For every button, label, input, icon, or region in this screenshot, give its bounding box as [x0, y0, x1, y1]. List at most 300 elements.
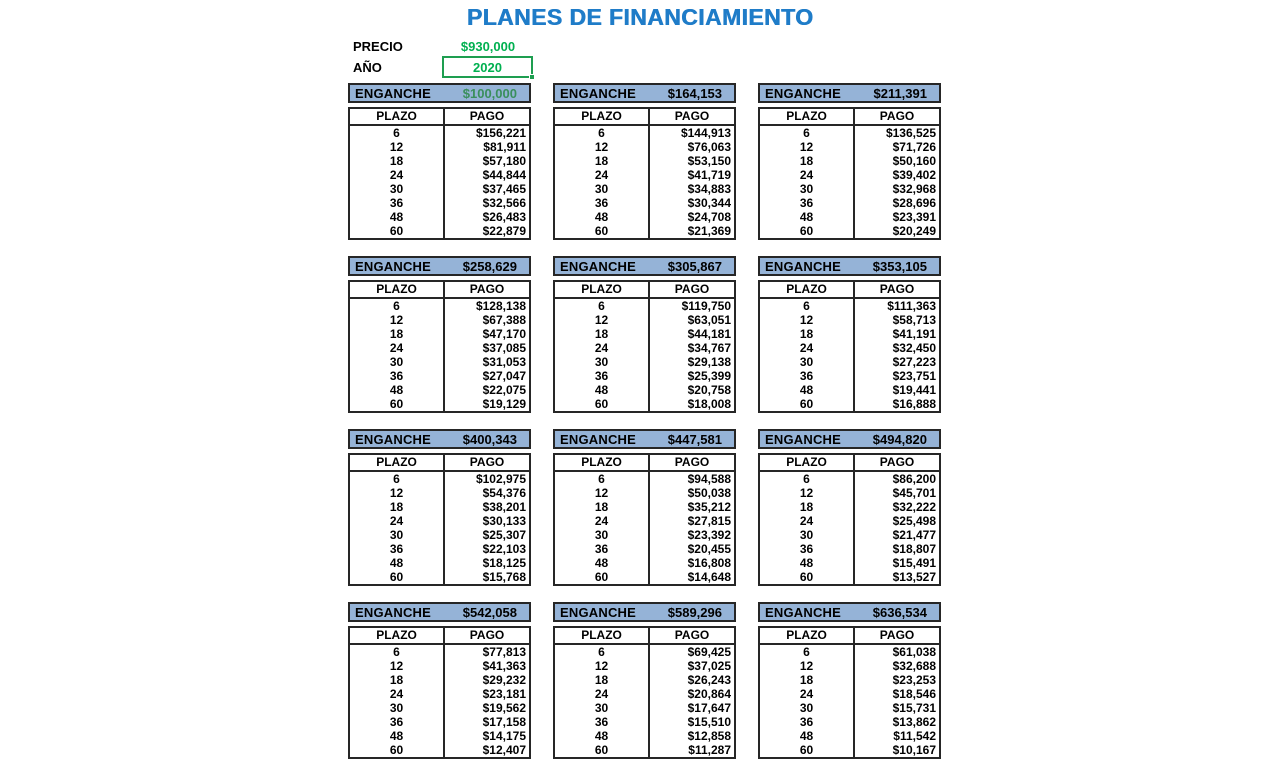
plazo-cell: 24: [759, 341, 854, 355]
enganche-header: [348, 602, 531, 622]
pago-cell: $29,232: [482, 673, 526, 687]
pago-cell: $29,138: [687, 355, 731, 369]
plazo-cell: 6: [349, 644, 444, 659]
payment-table: [553, 453, 736, 586]
plazo-cell: 6: [554, 298, 649, 313]
pago-cell: $37,465: [482, 182, 526, 196]
plazo-cell: 48: [554, 210, 649, 224]
pago-cell: $34,767: [687, 341, 731, 355]
pago-cell: $44,181: [687, 327, 731, 341]
pago-column-header: PAGO: [649, 454, 735, 471]
plazo-cell: 24: [349, 168, 444, 182]
plazo-cell: 60: [349, 570, 444, 585]
pago-cell: $28,696: [892, 196, 936, 210]
payment-row: [349, 168, 530, 182]
pago-cell: $53,150: [687, 154, 731, 168]
plazo-cell: 30: [759, 355, 854, 369]
plan-card: [758, 83, 941, 240]
enganche-value: $636,534: [872, 604, 927, 620]
plazo-cell: 48: [759, 556, 854, 570]
payment-row: [554, 514, 735, 528]
enganche-value: $164,153: [667, 85, 722, 101]
pago-cell: $41,719: [687, 168, 731, 182]
plazo-cell: 48: [554, 383, 649, 397]
enganche-value: $305,867: [667, 258, 722, 274]
payment-table: [348, 107, 531, 240]
payment-row: [759, 687, 940, 701]
payment-row: [554, 570, 735, 585]
plazo-cell: 18: [759, 327, 854, 341]
pago-cell: $19,562: [482, 701, 526, 715]
pago-cell: $22,103: [482, 542, 526, 556]
payment-row: [759, 701, 940, 715]
pago-cell: $13,527: [892, 570, 936, 584]
payment-row: [554, 383, 735, 397]
pago-cell: $128,138: [475, 299, 526, 313]
payment-row: [349, 471, 530, 486]
payment-row: [759, 486, 940, 500]
enganche-label: ENGANCHE: [560, 431, 636, 447]
plazo-cell: 6: [554, 644, 649, 659]
pago-cell: $17,158: [482, 715, 526, 729]
enganche-label: ENGANCHE: [765, 431, 841, 447]
payment-row: [554, 743, 735, 758]
payment-row: [349, 224, 530, 239]
pago-cell: $24,708: [687, 210, 731, 224]
enganche-label: ENGANCHE: [355, 604, 431, 620]
payment-row: [349, 514, 530, 528]
table-header-row: [349, 108, 530, 125]
pago-cell: $27,815: [687, 514, 731, 528]
payment-row: [349, 673, 530, 687]
pago-cell: $12,407: [482, 743, 526, 757]
pago-cell: $27,047: [482, 369, 526, 383]
pago-cell: $57,180: [482, 154, 526, 168]
pago-cell: $11,287: [688, 743, 731, 757]
plan-card: [758, 429, 941, 586]
pago-cell: $25,498: [892, 514, 936, 528]
plazo-cell: 48: [759, 729, 854, 743]
plazo-cell: 30: [759, 528, 854, 542]
payment-row: [349, 154, 530, 168]
plazo-column-header: PLAZO: [349, 281, 444, 298]
payment-table: [758, 626, 941, 759]
page-title: PLANES DE FINANCIAMIENTO: [466, 4, 814, 30]
payment-row: [554, 154, 735, 168]
plazo-cell: 12: [554, 313, 649, 327]
plazo-cell: 30: [759, 182, 854, 196]
plazo-cell: 60: [554, 224, 649, 239]
plazo-cell: 30: [349, 182, 444, 196]
pago-cell: $39,402: [892, 168, 936, 182]
payment-row: [349, 687, 530, 701]
payment-row: [349, 644, 530, 659]
plazo-cell: 48: [554, 556, 649, 570]
plazo-cell: 60: [759, 570, 854, 585]
plazo-cell: 24: [759, 168, 854, 182]
pago-cell: $18,125: [482, 556, 526, 570]
payment-row: [759, 644, 940, 659]
precio-label: PRECIO: [353, 39, 403, 54]
plazo-cell: 24: [554, 687, 649, 701]
plazo-cell: 60: [759, 397, 854, 412]
enganche-label: ENGANCHE: [355, 85, 431, 101]
payment-row: [349, 125, 530, 140]
payment-row: [349, 341, 530, 355]
payment-row: [349, 383, 530, 397]
selection-fill-handle[interactable]: [529, 74, 535, 80]
payment-row: [554, 701, 735, 715]
plazo-cell: 18: [554, 500, 649, 514]
plan-card: [348, 602, 531, 759]
pago-cell: $111,363: [887, 299, 936, 313]
plazo-cell: 24: [349, 514, 444, 528]
enganche-label: ENGANCHE: [560, 258, 636, 274]
plazo-cell: 60: [759, 224, 854, 239]
pago-cell: $54,376: [482, 486, 526, 500]
pago-cell: $18,008: [687, 397, 731, 411]
plazo-cell: 36: [349, 542, 444, 556]
plazo-cell: 12: [349, 659, 444, 673]
pago-cell: $50,160: [892, 154, 936, 168]
payment-row: [554, 556, 735, 570]
pago-cell: $26,243: [687, 673, 731, 687]
plan-card: [553, 429, 736, 586]
payment-row: [554, 341, 735, 355]
pago-cell: $20,864: [687, 687, 731, 701]
payment-row: [554, 355, 735, 369]
payment-row: [554, 500, 735, 514]
table-header-row: [554, 108, 735, 125]
pago-cell: $15,510: [687, 715, 731, 729]
pago-cell: $20,249: [892, 224, 936, 238]
pago-column-header: PAGO: [649, 108, 735, 125]
plazo-cell: 18: [554, 673, 649, 687]
plazo-cell: 36: [349, 196, 444, 210]
pago-cell: $26,483: [482, 210, 526, 224]
pago-cell: $67,388: [482, 313, 526, 327]
enganche-header: [553, 256, 736, 276]
payment-row: [554, 210, 735, 224]
plans-grid: [348, 83, 941, 759]
pago-cell: $81,911: [483, 140, 526, 154]
pago-cell: $61,038: [892, 645, 936, 659]
enganche-value: $542,058: [462, 604, 517, 620]
payment-row: [759, 715, 940, 729]
pago-cell: $18,546: [892, 687, 936, 701]
enganche-value: $353,105: [872, 258, 927, 274]
pago-cell: $41,363: [482, 659, 526, 673]
payment-row: [759, 673, 940, 687]
payment-row: [759, 570, 940, 585]
plazo-column-header: PLAZO: [349, 108, 444, 125]
pago-cell: $50,038: [687, 486, 731, 500]
payment-row: [759, 224, 940, 239]
pago-cell: $27,223: [892, 355, 936, 369]
payment-row: [349, 210, 530, 224]
pago-cell: $13,862: [892, 715, 936, 729]
pago-cell: $45,701: [892, 486, 936, 500]
pago-cell: $30,344: [687, 196, 731, 210]
plazo-cell: 18: [759, 673, 854, 687]
plazo-cell: 24: [554, 168, 649, 182]
payment-row: [759, 369, 940, 383]
plan-card: [758, 602, 941, 759]
pago-cell: $20,455: [687, 542, 731, 556]
pago-cell: $86,200: [892, 472, 936, 486]
enganche-header: [758, 602, 941, 622]
pago-cell: $23,181: [482, 687, 526, 701]
plazo-cell: 48: [759, 210, 854, 224]
plazo-cell: 30: [759, 701, 854, 715]
pago-cell: $17,647: [687, 701, 731, 715]
plazo-column-header: PLAZO: [554, 281, 649, 298]
plazo-cell: 30: [349, 701, 444, 715]
plazo-cell: 60: [759, 743, 854, 758]
payment-row: [759, 196, 940, 210]
pago-cell: $119,750: [681, 299, 731, 313]
pago-cell: $31,053: [482, 355, 526, 369]
payment-row: [349, 140, 530, 154]
table-header-row: [759, 281, 940, 298]
payment-table: [553, 626, 736, 759]
payment-row: [554, 687, 735, 701]
payment-row: [554, 644, 735, 659]
pago-column-header: PAGO: [444, 627, 530, 644]
pago-cell: $32,222: [892, 500, 936, 514]
payment-row: [554, 486, 735, 500]
payment-row: [759, 556, 940, 570]
payment-row: [759, 341, 940, 355]
precio-value-cell[interactable]: $930,000: [460, 39, 516, 54]
payment-row: [554, 125, 735, 140]
pago-cell: $25,307: [482, 528, 526, 542]
payment-table: [553, 107, 736, 240]
pago-cell: $94,588: [687, 472, 731, 486]
payment-table: [348, 453, 531, 586]
payment-row: [554, 715, 735, 729]
enganche-header: [758, 429, 941, 449]
plazo-cell: 24: [554, 514, 649, 528]
pago-cell: $22,075: [482, 383, 526, 397]
plazo-cell: 12: [759, 486, 854, 500]
enganche-value: $494,820: [872, 431, 927, 447]
payment-row: [554, 369, 735, 383]
plan-card: [553, 83, 736, 240]
payment-row: [759, 743, 940, 758]
pago-cell: $71,726: [892, 140, 936, 154]
enganche-label: ENGANCHE: [765, 604, 841, 620]
pago-cell: $44,844: [482, 168, 526, 182]
plan-card: [758, 256, 941, 413]
pago-column-header: PAGO: [649, 627, 735, 644]
payment-row: [349, 659, 530, 673]
pago-cell: $47,170: [482, 327, 526, 341]
plazo-cell: 18: [349, 327, 444, 341]
plazo-cell: 12: [349, 486, 444, 500]
plazo-cell: 30: [349, 355, 444, 369]
pago-column-header: PAGO: [854, 454, 940, 471]
plazo-cell: 12: [759, 313, 854, 327]
table-header-row: [759, 627, 940, 644]
plazo-cell: 48: [349, 383, 444, 397]
plazo-cell: 18: [349, 500, 444, 514]
pago-cell: $15,768: [482, 570, 526, 584]
enganche-label: ENGANCHE: [765, 258, 841, 274]
payment-row: [554, 542, 735, 556]
plazo-cell: 12: [554, 140, 649, 154]
enganche-value: $258,629: [462, 258, 517, 274]
plazo-cell: 36: [554, 369, 649, 383]
plazo-cell: 48: [554, 729, 649, 743]
plan-card: [553, 602, 736, 759]
pago-cell: $34,883: [687, 182, 731, 196]
payment-row: [554, 298, 735, 313]
plazo-cell: 18: [759, 154, 854, 168]
pago-cell: $32,450: [892, 341, 936, 355]
payment-row: [759, 298, 940, 313]
payment-row: [554, 313, 735, 327]
plazo-cell: 24: [349, 687, 444, 701]
payment-table: [758, 107, 941, 240]
plazo-cell: 36: [554, 715, 649, 729]
payment-row: [554, 397, 735, 412]
plan-card: [348, 429, 531, 586]
plazo-cell: 12: [759, 140, 854, 154]
enganche-value: $211,391: [873, 85, 927, 101]
payment-row: [554, 471, 735, 486]
pago-cell: $15,491: [892, 556, 936, 570]
plan-card: [348, 256, 531, 413]
payment-row: [554, 140, 735, 154]
table-header-row: [349, 627, 530, 644]
pago-cell: $23,253: [892, 673, 936, 687]
pago-column-header: PAGO: [854, 108, 940, 125]
plazo-cell: 24: [759, 514, 854, 528]
enganche-value: $400,343: [462, 431, 517, 447]
pago-cell: $37,025: [687, 659, 731, 673]
plazo-cell: 18: [554, 154, 649, 168]
plazo-cell: 6: [554, 471, 649, 486]
enganche-label: ENGANCHE: [560, 85, 636, 101]
enganche-header: [758, 83, 941, 103]
payment-row: [759, 210, 940, 224]
pago-column-header: PAGO: [444, 454, 530, 471]
pago-cell: $32,688: [892, 659, 936, 673]
pago-cell: $19,129: [482, 397, 526, 411]
plazo-cell: 12: [554, 659, 649, 673]
enganche-label: ENGANCHE: [355, 431, 431, 447]
pago-cell: $20,758: [687, 383, 731, 397]
payment-row: [759, 125, 940, 140]
pago-cell: $22,879: [482, 224, 526, 238]
ano-value: 2020: [473, 59, 502, 75]
plazo-cell: 6: [759, 125, 854, 140]
pago-cell: $23,391: [892, 210, 936, 224]
plazo-cell: 48: [349, 210, 444, 224]
plazo-column-header: PLAZO: [349, 627, 444, 644]
plazo-cell: 18: [759, 500, 854, 514]
pago-column-header: PAGO: [444, 108, 530, 125]
plazo-cell: 60: [554, 743, 649, 758]
enganche-header: [553, 602, 736, 622]
pago-cell: $23,751: [892, 369, 936, 383]
pago-cell: $35,212: [687, 500, 731, 514]
pago-cell: $25,399: [687, 369, 731, 383]
plazo-cell: 36: [349, 715, 444, 729]
table-header-row: [759, 108, 940, 125]
pago-cell: $15,731: [892, 701, 936, 715]
plazo-cell: 30: [349, 528, 444, 542]
payment-row: [759, 500, 940, 514]
table-header-row: [349, 281, 530, 298]
payment-row: [759, 528, 940, 542]
payment-row: [759, 355, 940, 369]
plazo-cell: 48: [349, 556, 444, 570]
plazo-cell: 36: [349, 369, 444, 383]
pago-cell: $19,441: [892, 383, 936, 397]
plazo-cell: 6: [349, 298, 444, 313]
payment-row: [349, 701, 530, 715]
pago-cell: $16,808: [687, 556, 731, 570]
payment-row: [349, 486, 530, 500]
plazo-cell: 6: [349, 471, 444, 486]
enganche-header: [348, 83, 531, 103]
payment-row: [554, 224, 735, 239]
pago-cell: $11,542: [893, 729, 936, 743]
plazo-column-header: PLAZO: [349, 454, 444, 471]
payment-row: [759, 542, 940, 556]
plazo-cell: 24: [554, 341, 649, 355]
pago-cell: $76,063: [687, 140, 731, 154]
pago-cell: $16,888: [892, 397, 936, 411]
pago-cell: $10,167: [892, 743, 936, 757]
payment-row: [349, 327, 530, 341]
plazo-column-header: PLAZO: [759, 281, 854, 298]
payment-row: [349, 397, 530, 412]
enganche-header: [553, 429, 736, 449]
pago-column-header: PAGO: [444, 281, 530, 298]
plazo-cell: 60: [554, 570, 649, 585]
plazo-cell: 60: [349, 743, 444, 758]
pago-cell: $32,566: [482, 196, 526, 210]
payment-row: [759, 168, 940, 182]
plazo-cell: 30: [554, 182, 649, 196]
plazo-cell: 36: [759, 196, 854, 210]
enganche-value: $589,296: [667, 604, 722, 620]
payment-table: [348, 280, 531, 413]
payment-row: [554, 168, 735, 182]
pago-cell: $37,085: [482, 341, 526, 355]
payment-row: [759, 471, 940, 486]
payment-row: [554, 659, 735, 673]
plazo-column-header: PLAZO: [759, 627, 854, 644]
plazo-cell: 36: [554, 196, 649, 210]
payment-row: [554, 182, 735, 196]
table-header-row: [759, 454, 940, 471]
plazo-cell: 48: [349, 729, 444, 743]
pago-column-header: PAGO: [854, 627, 940, 644]
ano-selected-cell[interactable]: [442, 56, 533, 78]
plazo-cell: 24: [759, 687, 854, 701]
payment-row: [759, 397, 940, 412]
table-header-row: [554, 454, 735, 471]
payment-row: [759, 659, 940, 673]
pago-cell: $14,175: [482, 729, 526, 743]
enganche-header: [348, 256, 531, 276]
pago-cell: $30,133: [482, 514, 526, 528]
payment-row: [349, 500, 530, 514]
